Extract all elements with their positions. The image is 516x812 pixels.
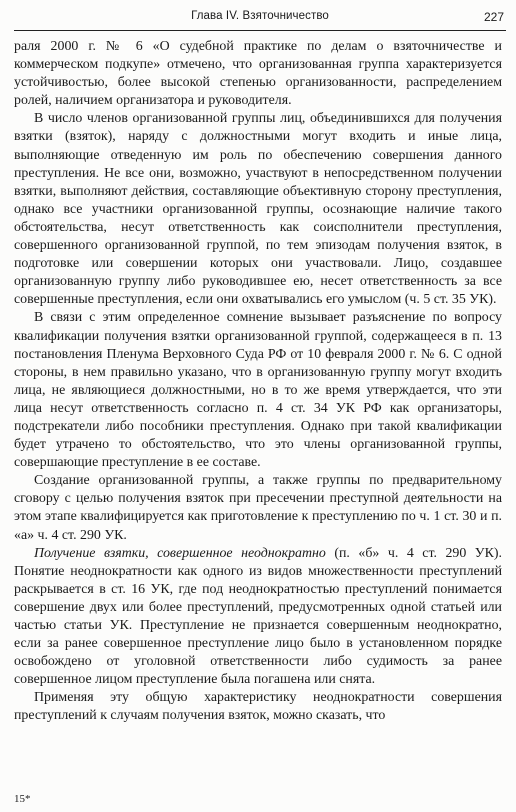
- paragraph: В связи с этим определенное сомнение вызывает разъяснение по вопросу квалификации получения взятки организованной группой, содержащееся в п. 13 постановления Пленума Верховного Суда РФ от 10 февраля 2000 г. № 6. С одной стороны, в нем правильно указано, что в организованную группу могут входить лица, не являющиеся должностными, но в то же время утверждается, что эти лица несут ответственность согласно п. 4 ст. 34 УК РФ как организаторы, подстрекатели либо пособники преступления. Однако при такой квалификации будет утрачено то обстоятельство, что это члены организованной группы, совершающие преступление в ее составе.: [14, 310, 502, 471]
- paragraph-lead-in: Получение взятки, совершенное неоднократно: [34, 545, 326, 561]
- page-number: 227: [483, 10, 504, 24]
- paragraph: Создание организованной группы, а также группы по предварительному сговору с целью получения взяток при пресечении преступной деятельности на этом этапе квалифицируется как приготовление к преступлению по ч. 1 ст. 30 и п. «а» ч. 4 ст. 290 УК.: [14, 473, 502, 543]
- header-rule: [14, 30, 506, 31]
- paragraph: В число членов организованной группы лиц, объединившихся для получения взятки (взяток), наряду с должностными могут входить и иные лица, выполняющие отведенную им роль по обеспечению совершения данного преступления. Не все они, возможно, участвуют в непосредственном получении взятки, выполняют действия, составляющие объективную сторону преступления, однако все участники организованной группы, осознающие наличие такого обстоятельства, несут ответственность как соисполнители преступления, совершенного организованной группой, по тем эпизодам получения взяток, в подготовке или совершении которых они участвовали. Лицо, создавшее организованную группу либо руководившее ею, несет ответственность за все совершенные преступления, если они охватывались его умыслом (ч. 5 ст. 35 УК).: [14, 111, 502, 308]
- paragraph: раля 2000 г. № 6 «О судебной практике по делам о взяточничестве и коммерческом подкупе» отмечено, что организованная группа характеризуется устойчивостью, более высокой степенью организованности, распределением ролей, наличием организатора и руководителя.: [14, 39, 502, 109]
- paragraph: [14, 545, 502, 690]
- running-head: [14, 8, 506, 30]
- printer-signature: 15*: [14, 793, 31, 805]
- chapter-title: Глава IV. Взяточничество: [191, 10, 329, 22]
- body-text: [14, 38, 502, 726]
- paragraph: Применяя эту общую характеристику неоднократности совершения преступлений к случаям получения взяток, можно сказать, что: [14, 690, 502, 724]
- paragraph-text: (п. «б» ч. 4 ст. 290 УК). Понятие неоднократности как одного из видов множественности преступлений раскрывается в ст. 16 УК, где под неоднократностью преступлений понимается совершение двух или более преступлений, предусмотренных одной статьей или частью статьи УК. Преступление не признается совершенным неоднократно, если за ранее совершенное преступление лицо было в установленном порядке освобождено от уголовной ответственности либо судимость за ранее совершенное лицом преступление была погашена или снята.: [14, 545, 502, 688]
